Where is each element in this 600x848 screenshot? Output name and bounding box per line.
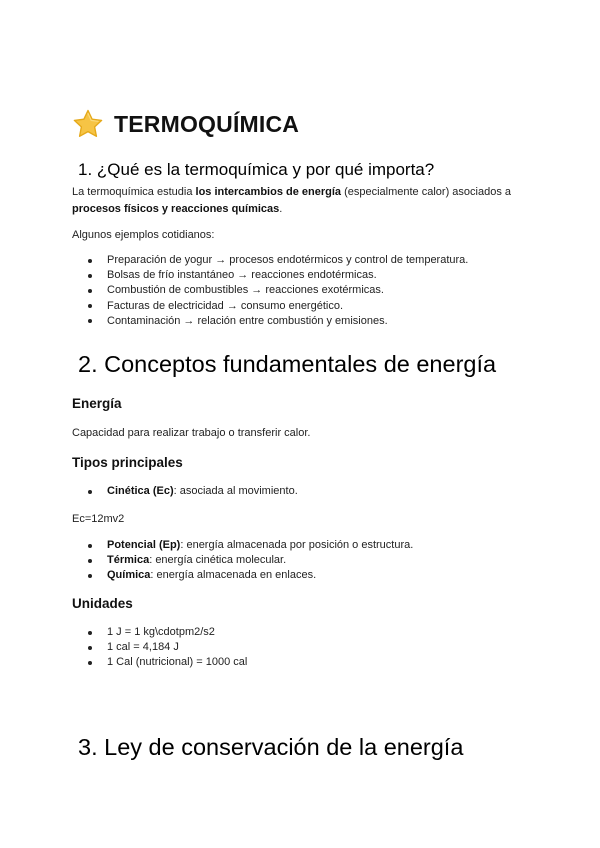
section1-intro-line2 [72,201,511,218]
list-item: 1 Cal (nutricional) = 1000 cal [81,655,247,670]
document-title [72,108,299,140]
intro-text-3: . [279,203,283,215]
desc-quimica: : energía almacenada en enlaces. [150,569,317,582]
unidades-list [81,625,247,671]
tipos-list-others [81,538,413,584]
list-item [81,553,413,568]
section1-heading: 1. ¿Qué es la termoquímica y por qué importa? [78,160,435,179]
energia-heading: Energía [72,396,122,411]
section1-intro [72,184,511,218]
tipos-list-cinetica [81,484,298,499]
intro-text-2: (especialmente calor) asociados a [341,186,511,198]
desc-potencial: : energía almacenada por posición o estructura. [180,539,414,551]
term-cinetica: Cinética (Ec) [107,485,174,497]
list-item: 1 J = 1 kg\cdotpm2/s2 [81,625,247,640]
list-item: Preparación de yogur → procesos endotérmicos y control de temperatura. [81,253,468,268]
section2-heading: 2. Conceptos fundamentales de energía [78,351,497,377]
list-item: 1 cal = 4,184 J [81,640,247,655]
kinetic-energy-formula: Ec=12mv2 [72,513,125,525]
list-item: Facturas de electricidad → consumo energético. [81,299,468,314]
intro-bold-2: procesos físicos y reacciones químicas [72,203,280,215]
examples-label: Algunos ejemplos cotidianos: [72,229,215,241]
term-potencial: Potencial (Ep) [107,539,181,551]
star-icon [72,108,104,140]
examples-list [81,253,468,329]
document-title-text: TERMOQUÍMICA [114,110,300,137]
list-item: Contaminación → relación entre combustión y emisiones. [81,314,468,329]
desc-termica: : energía cinética molecular. [149,554,287,567]
desc-cinetica: : asociada al movimiento. [173,485,298,497]
list-item [81,484,298,499]
energia-definition: Capacidad para realizar trabajo o transferir calor. [72,427,311,439]
list-item: Bolsas de frío instantáneo → reacciones endotérmicas. [81,268,468,283]
list-item: Combustión de combustibles → reacciones exotérmicas. [81,283,468,298]
unidades-heading: Unidades [72,596,133,611]
list-item [81,538,413,553]
intro-bold-1: los intercambios de energía [195,186,342,198]
section3-heading: 3. Ley de conservación de la energía [78,734,464,760]
tipos-heading: Tipos principales [72,455,183,470]
list-item [81,568,413,583]
section1-intro-line1 [72,184,511,201]
term-quimica: Química [107,569,151,582]
term-termica: Térmica [107,554,150,567]
intro-text-1: La termoquímica estudia [72,186,196,198]
